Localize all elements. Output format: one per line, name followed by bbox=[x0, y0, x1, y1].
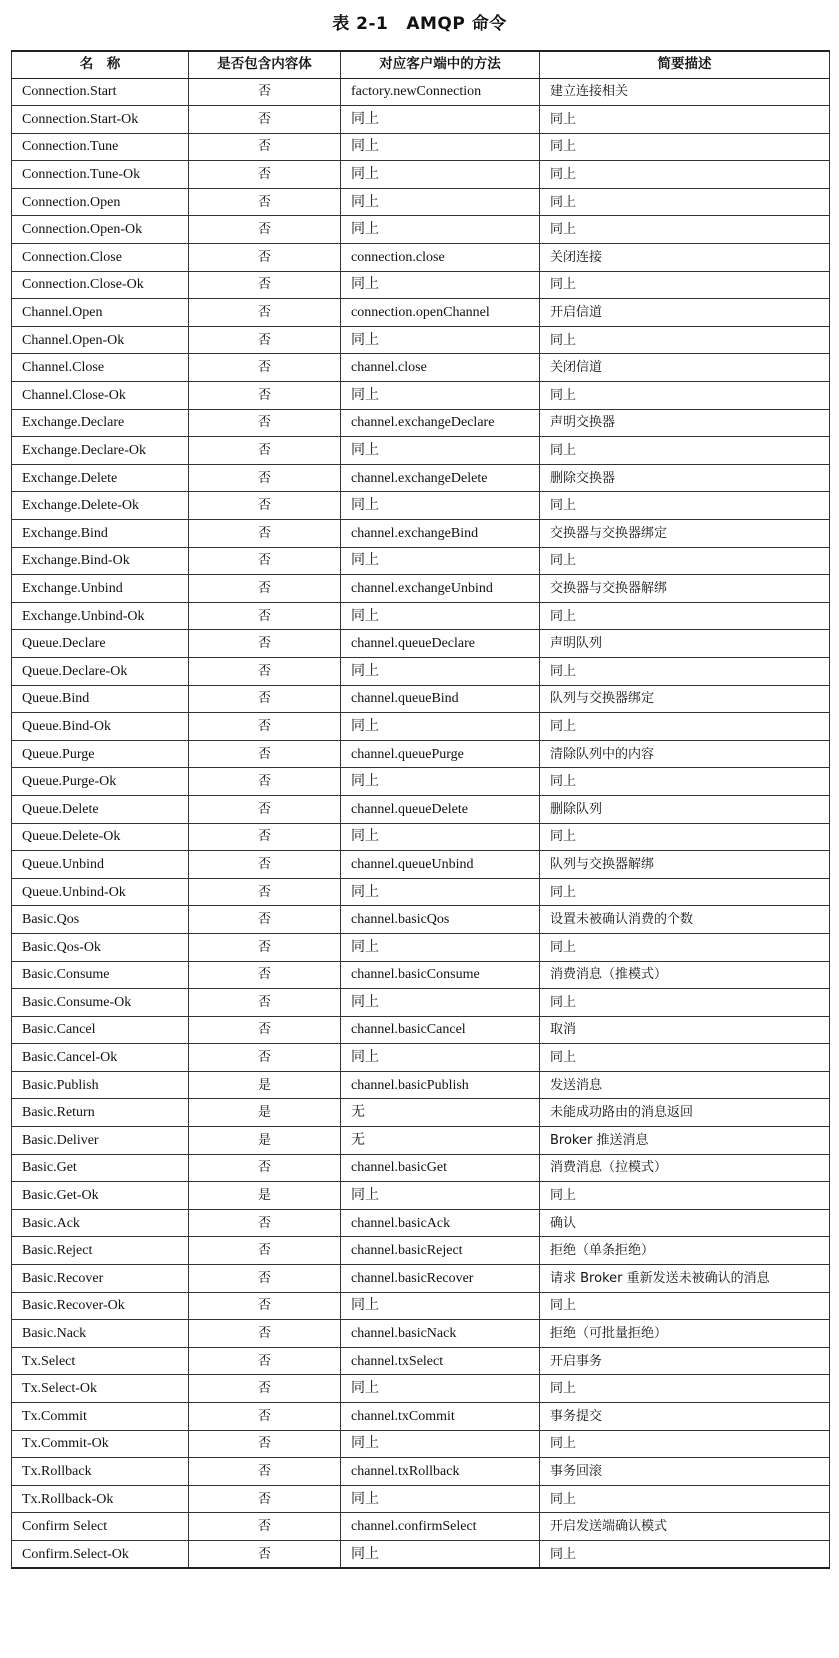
has-content-body-cell: 否 bbox=[189, 1154, 341, 1182]
header-description: 简要描述 bbox=[540, 51, 830, 78]
table-row bbox=[12, 685, 830, 713]
table-row bbox=[12, 1044, 830, 1072]
client-method-cell: channel.exchangeUnbind bbox=[341, 575, 540, 603]
description-cell: 设置未被确认消费的个数 bbox=[540, 906, 830, 934]
has-content-body-cell: 否 bbox=[189, 1485, 341, 1513]
command-name-cell: Tx.Commit bbox=[12, 1403, 189, 1431]
has-content-body-cell: 否 bbox=[189, 1237, 341, 1265]
has-content-body-cell: 否 bbox=[189, 1209, 341, 1237]
has-content-body-cell: 否 bbox=[189, 1044, 341, 1072]
client-method-cell: 同上 bbox=[341, 878, 540, 906]
table-header-row bbox=[12, 51, 830, 78]
has-content-body-cell: 否 bbox=[189, 851, 341, 879]
table-row bbox=[12, 299, 830, 327]
description-cell: 同上 bbox=[540, 768, 830, 796]
description-cell: 同上 bbox=[540, 161, 830, 189]
has-content-body-cell: 否 bbox=[189, 271, 341, 299]
client-method-cell: channel.queueUnbind bbox=[341, 851, 540, 879]
command-name-cell: Queue.Declare bbox=[12, 630, 189, 658]
client-method-cell: 同上 bbox=[341, 382, 540, 410]
description-cell: 交换器与交换器绑定 bbox=[540, 520, 830, 548]
client-method-cell: connection.openChannel bbox=[341, 299, 540, 327]
table-row bbox=[12, 1265, 830, 1293]
has-content-body-cell: 否 bbox=[189, 1320, 341, 1348]
command-name-cell: Queue.Purge bbox=[12, 740, 189, 768]
command-name-cell: Basic.Recover-Ok bbox=[12, 1292, 189, 1320]
command-name-cell: Queue.Unbind-Ok bbox=[12, 878, 189, 906]
client-method-cell: channel.queueDelete bbox=[341, 795, 540, 823]
has-content-body-cell: 否 bbox=[189, 1375, 341, 1403]
has-content-body-cell: 否 bbox=[189, 713, 341, 741]
client-method-cell: 同上 bbox=[341, 1430, 540, 1458]
has-content-body-cell: 否 bbox=[189, 78, 341, 106]
has-content-body-cell: 否 bbox=[189, 354, 341, 382]
description-cell: 同上 bbox=[540, 437, 830, 465]
client-method-cell: 同上 bbox=[341, 437, 540, 465]
client-method-cell: 同上 bbox=[341, 1540, 540, 1568]
client-method-cell: 同上 bbox=[341, 216, 540, 244]
table-row bbox=[12, 78, 830, 106]
command-name-cell: Exchange.Declare bbox=[12, 409, 189, 437]
has-content-body-cell: 否 bbox=[189, 961, 341, 989]
table-row bbox=[12, 630, 830, 658]
description-cell: 队列与交换器绑定 bbox=[540, 685, 830, 713]
description-cell: 同上 bbox=[540, 188, 830, 216]
command-name-cell: Queue.Declare-Ok bbox=[12, 657, 189, 685]
has-content-body-cell: 否 bbox=[189, 1540, 341, 1568]
client-method-cell: 同上 bbox=[341, 1292, 540, 1320]
client-method-cell: channel.basicQos bbox=[341, 906, 540, 934]
has-content-body-cell: 否 bbox=[189, 1292, 341, 1320]
description-cell: 消费消息（拉模式） bbox=[540, 1154, 830, 1182]
client-method-cell: channel.exchangeDeclare bbox=[341, 409, 540, 437]
table-row bbox=[12, 437, 830, 465]
table-row bbox=[12, 961, 830, 989]
description-cell: 同上 bbox=[540, 1430, 830, 1458]
command-name-cell: Queue.Bind bbox=[12, 685, 189, 713]
description-cell: 关闭连接 bbox=[540, 244, 830, 272]
command-name-cell: Queue.Delete bbox=[12, 795, 189, 823]
command-name-cell: Basic.Consume-Ok bbox=[12, 989, 189, 1017]
table-row bbox=[12, 1127, 830, 1155]
description-cell: 同上 bbox=[540, 989, 830, 1017]
has-content-body-cell: 否 bbox=[189, 906, 341, 934]
has-content-body-cell: 否 bbox=[189, 795, 341, 823]
has-content-body-cell: 是 bbox=[189, 1182, 341, 1210]
has-content-body-cell: 否 bbox=[189, 575, 341, 603]
command-name-cell: Basic.Consume bbox=[12, 961, 189, 989]
description-cell: 删除交换器 bbox=[540, 464, 830, 492]
command-name-cell: Basic.Cancel bbox=[12, 1016, 189, 1044]
description-cell: 确认 bbox=[540, 1209, 830, 1237]
table-row bbox=[12, 188, 830, 216]
table-row bbox=[12, 575, 830, 603]
table-row bbox=[12, 1347, 830, 1375]
table-number: 表 2-1 bbox=[332, 14, 389, 34]
description-cell: 清除队列中的内容 bbox=[540, 740, 830, 768]
has-content-body-cell: 否 bbox=[189, 602, 341, 630]
table-row bbox=[12, 740, 830, 768]
description-cell: 队列与交换器解绑 bbox=[540, 851, 830, 879]
table-row bbox=[12, 795, 830, 823]
command-name-cell: Channel.Open-Ok bbox=[12, 326, 189, 354]
table-row bbox=[12, 1237, 830, 1265]
table-row bbox=[12, 713, 830, 741]
client-method-cell: 同上 bbox=[341, 1044, 540, 1072]
description-cell: 同上 bbox=[540, 492, 830, 520]
client-method-cell: channel.basicReject bbox=[341, 1237, 540, 1265]
has-content-body-cell: 否 bbox=[189, 989, 341, 1017]
client-method-cell: 无 bbox=[341, 1127, 540, 1155]
description-cell: 建立连接相关 bbox=[540, 78, 830, 106]
command-name-cell: Exchange.Bind-Ok bbox=[12, 547, 189, 575]
table-row bbox=[12, 106, 830, 134]
has-content-body-cell: 否 bbox=[189, 216, 341, 244]
has-content-body-cell: 否 bbox=[189, 1513, 341, 1541]
has-content-body-cell: 是 bbox=[189, 1071, 341, 1099]
description-cell: 发送消息 bbox=[540, 1071, 830, 1099]
has-content-body-cell: 否 bbox=[189, 878, 341, 906]
description-cell: 事务回滚 bbox=[540, 1458, 830, 1486]
description-cell: 同上 bbox=[540, 823, 830, 851]
table-row bbox=[12, 1485, 830, 1513]
table-row bbox=[12, 823, 830, 851]
table-row bbox=[12, 878, 830, 906]
command-name-cell: Connection.Open bbox=[12, 188, 189, 216]
description-cell: 开启事务 bbox=[540, 1347, 830, 1375]
has-content-body-cell: 否 bbox=[189, 106, 341, 134]
client-method-cell: channel.basicRecover bbox=[341, 1265, 540, 1293]
has-content-body-cell: 否 bbox=[189, 768, 341, 796]
table-row bbox=[12, 1016, 830, 1044]
command-name-cell: Channel.Open bbox=[12, 299, 189, 327]
command-name-cell: Basic.Publish bbox=[12, 1071, 189, 1099]
description-cell: 事务提交 bbox=[540, 1403, 830, 1431]
description-cell: Broker 推送消息 bbox=[540, 1127, 830, 1155]
command-name-cell: Exchange.Delete-Ok bbox=[12, 492, 189, 520]
client-method-cell: 同上 bbox=[341, 133, 540, 161]
has-content-body-cell: 是 bbox=[189, 1127, 341, 1155]
description-cell: 同上 bbox=[540, 1485, 830, 1513]
command-name-cell: Basic.Qos bbox=[12, 906, 189, 934]
client-method-cell: 同上 bbox=[341, 188, 540, 216]
client-method-cell: 同上 bbox=[341, 823, 540, 851]
description-cell: 同上 bbox=[540, 382, 830, 410]
table-row bbox=[12, 216, 830, 244]
has-content-body-cell: 否 bbox=[189, 657, 341, 685]
description-cell: 关闭信道 bbox=[540, 354, 830, 382]
client-method-cell: 同上 bbox=[341, 1182, 540, 1210]
has-content-body-cell: 否 bbox=[189, 1016, 341, 1044]
table-row bbox=[12, 768, 830, 796]
description-cell: 同上 bbox=[540, 216, 830, 244]
has-content-body-cell: 否 bbox=[189, 1265, 341, 1293]
description-cell: 同上 bbox=[540, 1375, 830, 1403]
table-row bbox=[12, 906, 830, 934]
client-method-cell: channel.queuePurge bbox=[341, 740, 540, 768]
client-method-cell: 同上 bbox=[341, 602, 540, 630]
has-content-body-cell: 否 bbox=[189, 740, 341, 768]
command-name-cell: Connection.Close bbox=[12, 244, 189, 272]
has-content-body-cell: 否 bbox=[189, 244, 341, 272]
table-row bbox=[12, 1375, 830, 1403]
has-content-body-cell: 否 bbox=[189, 1430, 341, 1458]
table-row bbox=[12, 1320, 830, 1348]
has-content-body-cell: 否 bbox=[189, 933, 341, 961]
table-row bbox=[12, 1292, 830, 1320]
description-cell: 开启发送端确认模式 bbox=[540, 1513, 830, 1541]
description-cell: 同上 bbox=[540, 547, 830, 575]
table-row bbox=[12, 933, 830, 961]
command-name-cell: Connection.Start-Ok bbox=[12, 106, 189, 134]
command-name-cell: Basic.Return bbox=[12, 1099, 189, 1127]
command-name-cell: Queue.Purge-Ok bbox=[12, 768, 189, 796]
command-name-cell: Basic.Cancel-Ok bbox=[12, 1044, 189, 1072]
table-title: AMQP 命令 bbox=[406, 14, 507, 34]
header-name: 名 称 bbox=[12, 51, 189, 78]
client-method-cell: 同上 bbox=[341, 768, 540, 796]
has-content-body-cell: 否 bbox=[189, 161, 341, 189]
client-method-cell: 无 bbox=[341, 1099, 540, 1127]
has-content-body-cell: 否 bbox=[189, 382, 341, 410]
table-row bbox=[12, 1540, 830, 1568]
table-row bbox=[12, 1458, 830, 1486]
table-row bbox=[12, 547, 830, 575]
table-row bbox=[12, 989, 830, 1017]
description-cell: 同上 bbox=[540, 326, 830, 354]
table-row bbox=[12, 409, 830, 437]
command-name-cell: Channel.Close bbox=[12, 354, 189, 382]
table-row bbox=[12, 657, 830, 685]
client-method-cell: connection.close bbox=[341, 244, 540, 272]
command-name-cell: Tx.Rollback-Ok bbox=[12, 1485, 189, 1513]
command-name-cell: Connection.Close-Ok bbox=[12, 271, 189, 299]
client-method-cell: 同上 bbox=[341, 1375, 540, 1403]
command-name-cell: Basic.Qos-Ok bbox=[12, 933, 189, 961]
description-cell: 同上 bbox=[540, 106, 830, 134]
table-row bbox=[12, 271, 830, 299]
description-cell: 取消 bbox=[540, 1016, 830, 1044]
command-name-cell: Basic.Deliver bbox=[12, 1127, 189, 1155]
has-content-body-cell: 否 bbox=[189, 823, 341, 851]
command-name-cell: Basic.Nack bbox=[12, 1320, 189, 1348]
command-name-cell: Tx.Select bbox=[12, 1347, 189, 1375]
has-content-body-cell: 否 bbox=[189, 630, 341, 658]
description-cell: 同上 bbox=[540, 1540, 830, 1568]
description-cell: 声明交换器 bbox=[540, 409, 830, 437]
client-method-cell: channel.txSelect bbox=[341, 1347, 540, 1375]
table-row bbox=[12, 1071, 830, 1099]
description-cell: 未能成功路由的消息返回 bbox=[540, 1099, 830, 1127]
table-row bbox=[12, 464, 830, 492]
description-cell: 消费消息（推模式） bbox=[540, 961, 830, 989]
description-cell: 声明队列 bbox=[540, 630, 830, 658]
client-method-cell: channel.exchangeDelete bbox=[341, 464, 540, 492]
command-name-cell: Connection.Tune bbox=[12, 133, 189, 161]
amqp-command-table bbox=[11, 50, 830, 1569]
description-cell: 同上 bbox=[540, 133, 830, 161]
command-name-cell: Channel.Close-Ok bbox=[12, 382, 189, 410]
table-row bbox=[12, 382, 830, 410]
command-name-cell: Queue.Unbind bbox=[12, 851, 189, 879]
client-method-cell: channel.close bbox=[341, 354, 540, 382]
client-method-cell: 同上 bbox=[341, 326, 540, 354]
has-content-body-cell: 否 bbox=[189, 326, 341, 354]
has-content-body-cell: 否 bbox=[189, 133, 341, 161]
command-name-cell: Exchange.Bind bbox=[12, 520, 189, 548]
client-method-cell: 同上 bbox=[341, 989, 540, 1017]
client-method-cell: channel.basicGet bbox=[341, 1154, 540, 1182]
command-name-cell: Tx.Select-Ok bbox=[12, 1375, 189, 1403]
has-content-body-cell: 否 bbox=[189, 547, 341, 575]
command-name-cell: Queue.Delete-Ok bbox=[12, 823, 189, 851]
command-name-cell: Connection.Tune-Ok bbox=[12, 161, 189, 189]
client-method-cell: 同上 bbox=[341, 271, 540, 299]
description-cell: 同上 bbox=[540, 878, 830, 906]
client-method-cell: channel.txRollback bbox=[341, 1458, 540, 1486]
table-row bbox=[12, 1154, 830, 1182]
has-content-body-cell: 否 bbox=[189, 1347, 341, 1375]
has-content-body-cell: 否 bbox=[189, 437, 341, 465]
client-method-cell: channel.basicCancel bbox=[341, 1016, 540, 1044]
description-cell: 同上 bbox=[540, 1182, 830, 1210]
has-content-body-cell: 否 bbox=[189, 409, 341, 437]
has-content-body-cell: 否 bbox=[189, 492, 341, 520]
table-row bbox=[12, 851, 830, 879]
client-method-cell: 同上 bbox=[341, 106, 540, 134]
command-name-cell: Tx.Commit-Ok bbox=[12, 1430, 189, 1458]
table-row bbox=[12, 492, 830, 520]
command-name-cell: Basic.Reject bbox=[12, 1237, 189, 1265]
description-cell: 同上 bbox=[540, 713, 830, 741]
client-method-cell: channel.basicNack bbox=[341, 1320, 540, 1348]
command-name-cell: Exchange.Declare-Ok bbox=[12, 437, 189, 465]
client-method-cell: channel.confirmSelect bbox=[341, 1513, 540, 1541]
description-cell: 开启信道 bbox=[540, 299, 830, 327]
command-name-cell: Basic.Recover bbox=[12, 1265, 189, 1293]
description-cell: 同上 bbox=[540, 933, 830, 961]
description-cell: 拒绝（单条拒绝） bbox=[540, 1237, 830, 1265]
has-content-body-cell: 否 bbox=[189, 464, 341, 492]
description-cell: 请求 Broker 重新发送未被确认的消息 bbox=[540, 1265, 830, 1293]
client-method-cell: channel.queueDeclare bbox=[341, 630, 540, 658]
description-cell: 同上 bbox=[540, 1044, 830, 1072]
table-row bbox=[12, 244, 830, 272]
command-name-cell: Exchange.Delete bbox=[12, 464, 189, 492]
client-method-cell: channel.queueBind bbox=[341, 685, 540, 713]
has-content-body-cell: 是 bbox=[189, 1099, 341, 1127]
table-row bbox=[12, 1430, 830, 1458]
description-cell: 删除队列 bbox=[540, 795, 830, 823]
table-row bbox=[12, 602, 830, 630]
has-content-body-cell: 否 bbox=[189, 685, 341, 713]
client-method-cell: 同上 bbox=[341, 1485, 540, 1513]
has-content-body-cell: 否 bbox=[189, 1403, 341, 1431]
client-method-cell: 同上 bbox=[341, 933, 540, 961]
header-client-method: 对应客户端中的方法 bbox=[341, 51, 540, 78]
table-row bbox=[12, 1513, 830, 1541]
header-has-content-body: 是否包含内容体 bbox=[189, 51, 341, 78]
command-name-cell: Basic.Ack bbox=[12, 1209, 189, 1237]
table-row bbox=[12, 354, 830, 382]
command-name-cell: Basic.Get-Ok bbox=[12, 1182, 189, 1210]
client-method-cell: 同上 bbox=[341, 713, 540, 741]
table-row bbox=[12, 520, 830, 548]
description-cell: 同上 bbox=[540, 657, 830, 685]
table-row bbox=[12, 133, 830, 161]
client-method-cell: channel.exchangeBind bbox=[341, 520, 540, 548]
command-name-cell: Basic.Get bbox=[12, 1154, 189, 1182]
command-name-cell: Exchange.Unbind bbox=[12, 575, 189, 603]
client-method-cell: factory.newConnection bbox=[341, 78, 540, 106]
client-method-cell: channel.basicAck bbox=[341, 1209, 540, 1237]
description-cell: 同上 bbox=[540, 1292, 830, 1320]
command-name-cell: Connection.Open-Ok bbox=[12, 216, 189, 244]
table-caption bbox=[0, 9, 839, 34]
description-cell: 交换器与交换器解绑 bbox=[540, 575, 830, 603]
command-name-cell: Queue.Bind-Ok bbox=[12, 713, 189, 741]
command-name-cell: Connection.Start bbox=[12, 78, 189, 106]
command-name-cell: Confirm.Select-Ok bbox=[12, 1540, 189, 1568]
client-method-cell: 同上 bbox=[341, 657, 540, 685]
table-row bbox=[12, 1403, 830, 1431]
table-row bbox=[12, 1099, 830, 1127]
table-row bbox=[12, 326, 830, 354]
has-content-body-cell: 否 bbox=[189, 188, 341, 216]
client-method-cell: 同上 bbox=[341, 161, 540, 189]
table-row bbox=[12, 1209, 830, 1237]
table-row bbox=[12, 1182, 830, 1210]
client-method-cell: channel.basicConsume bbox=[341, 961, 540, 989]
client-method-cell: 同上 bbox=[341, 547, 540, 575]
has-content-body-cell: 否 bbox=[189, 1458, 341, 1486]
description-cell: 同上 bbox=[540, 271, 830, 299]
has-content-body-cell: 否 bbox=[189, 299, 341, 327]
table-body bbox=[12, 78, 830, 1568]
client-method-cell: channel.txCommit bbox=[341, 1403, 540, 1431]
client-method-cell: channel.basicPublish bbox=[341, 1071, 540, 1099]
description-cell: 同上 bbox=[540, 602, 830, 630]
client-method-cell: 同上 bbox=[341, 492, 540, 520]
description-cell: 拒绝（可批量拒绝） bbox=[540, 1320, 830, 1348]
command-name-cell: Exchange.Unbind-Ok bbox=[12, 602, 189, 630]
command-name-cell: Tx.Rollback bbox=[12, 1458, 189, 1486]
has-content-body-cell: 否 bbox=[189, 520, 341, 548]
command-name-cell: Confirm Select bbox=[12, 1513, 189, 1541]
table-row bbox=[12, 161, 830, 189]
